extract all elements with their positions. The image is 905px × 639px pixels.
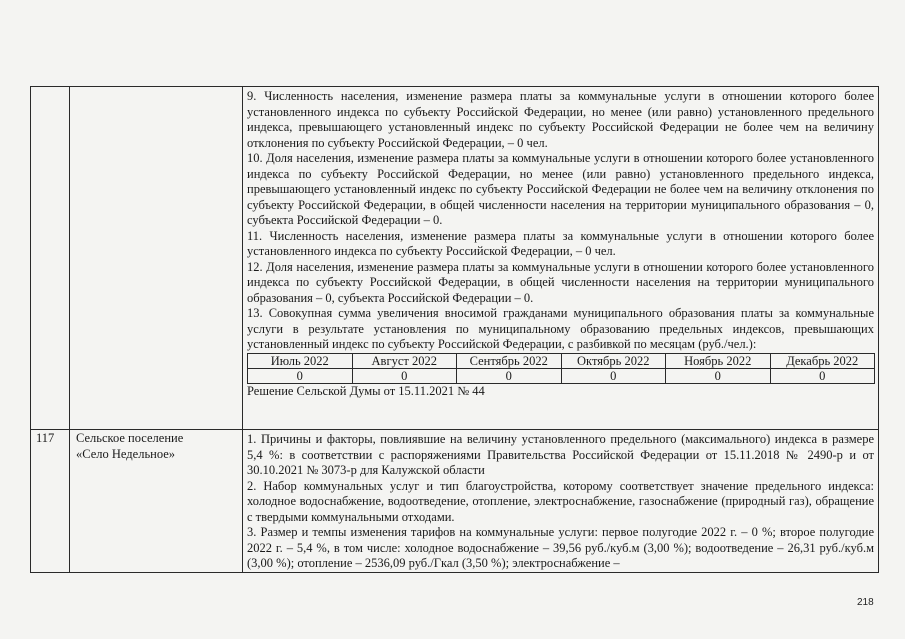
month-cell: Сентябрь 2022 [457,353,562,368]
row-name-cell [70,87,243,430]
paragraph-3: 3. Размер и темпы изменения тарифов на коммунальные услуги: первое полугодие 2022 г. – 0 %; второе полугодие 2022 г. – 5,4 %, в том числе: холодное водоснабжение – 39,56 руб./куб.м (3,00 %); водоотведение – 26,31 руб./куб.м (3,00 %); отопление – 2536,09 руб./Гкал (3,50 %); электроснабжение – [247,525,874,570]
municipality-name-line: «Село Недельное» [76,446,176,461]
paragraph-2: 2. Набор коммунальных услуг и тип благоустройства, которому соответствует значение предельного индекса: холодное водоснабжение, водоотведение, отопление, электроснабжение, газоснабжение (природный газ), обращение с твердыми коммунальными отходами. [247,478,874,524]
paragraph-1: 1. Причины и факторы, повлиявшие на величину установленного предельного (максимального) индекса в размере 5,4 %: в соответствии с распоряжениями Правительства Российской Федерации от 15.11.2018 № 2490-р и от 30.10.2021 № 3073-р для Калужской области [247,432,874,477]
row-number: 117 [31,430,70,573]
value-cell: 0 [352,368,457,383]
page-number: 218 [857,597,874,608]
row-content-cell [243,87,879,430]
months-header-row [248,353,875,368]
month-cell: Август 2022 [352,353,457,368]
paragraph-12: 12. Доля населения, изменение размера платы за коммунальные услуги в отношении которого более установленного индекса по субъекту Российской Федерации, в общей численности населения на территории муниципального образования – 0, субъекта Российской Федерации – 0. [247,259,874,305]
municipality-name [70,430,243,573]
month-cell: Июль 2022 [248,353,353,368]
value-cell: 0 [248,368,353,383]
table-row [31,87,879,430]
municipalities-table [30,86,879,573]
paragraph-11: 11. Численность населения, изменение размера платы за коммунальные услуги в отношении которого более установленного индекса по субъекту Российской Федерации, – 0 чел. [247,228,874,258]
month-cell: Декабрь 2022 [770,353,875,368]
decision-reference: Решение Сельской Думы от 15.11.2021 № 44 [247,383,485,398]
value-cell: 0 [666,368,771,383]
value-cell: 0 [770,368,875,383]
monthly-increase-table [247,353,875,384]
paragraph-9: 9. Численность населения, изменение размера платы за коммунальные услуги в отношении которого более установленного индекса по субъекту Российской Федерации, но менее (или равно) установленного предельного индекса, превышающего установленный индекс по субъекту Российской Федерации не более чем на величину отклонения по субъекту Российской Федерации, – 0 чел. [247,89,874,150]
value-cell: 0 [561,368,666,383]
paragraph-10: 10. Доля населения, изменение размера платы за коммунальные услуги в отношении которого более установленного индекса по субъекту Российской Федерации, но менее (или равно) установленного предельного индекса, превышающего установленный индекс по субъекту Российской Федерации не более чем на величину отклонения по субъекту Российской Федерации, в общей численности населения на территории муниципального образования – 0, субъекта Российской Федерации – 0. [247,151,874,227]
municipality-name-line: Сельское поселение [76,431,184,445]
value-cell: 0 [457,368,562,383]
paragraph-13: 13. Совокупная сумма увеличения вносимой гражданами муниципального образования платы за коммунальные услуги в результате установления по муниципальному образованию предельных индексов, превышающих установленный индекс по субъекту Российской Федерации, с разбивкой по месяцам (руб./чел.): [247,306,874,351]
row-number-cell [31,87,70,430]
months-values-row [248,368,875,383]
month-cell: Октябрь 2022 [561,353,666,368]
row-content-cell [243,430,879,573]
month-cell: Ноябрь 2022 [666,353,771,368]
table-row [31,430,879,573]
